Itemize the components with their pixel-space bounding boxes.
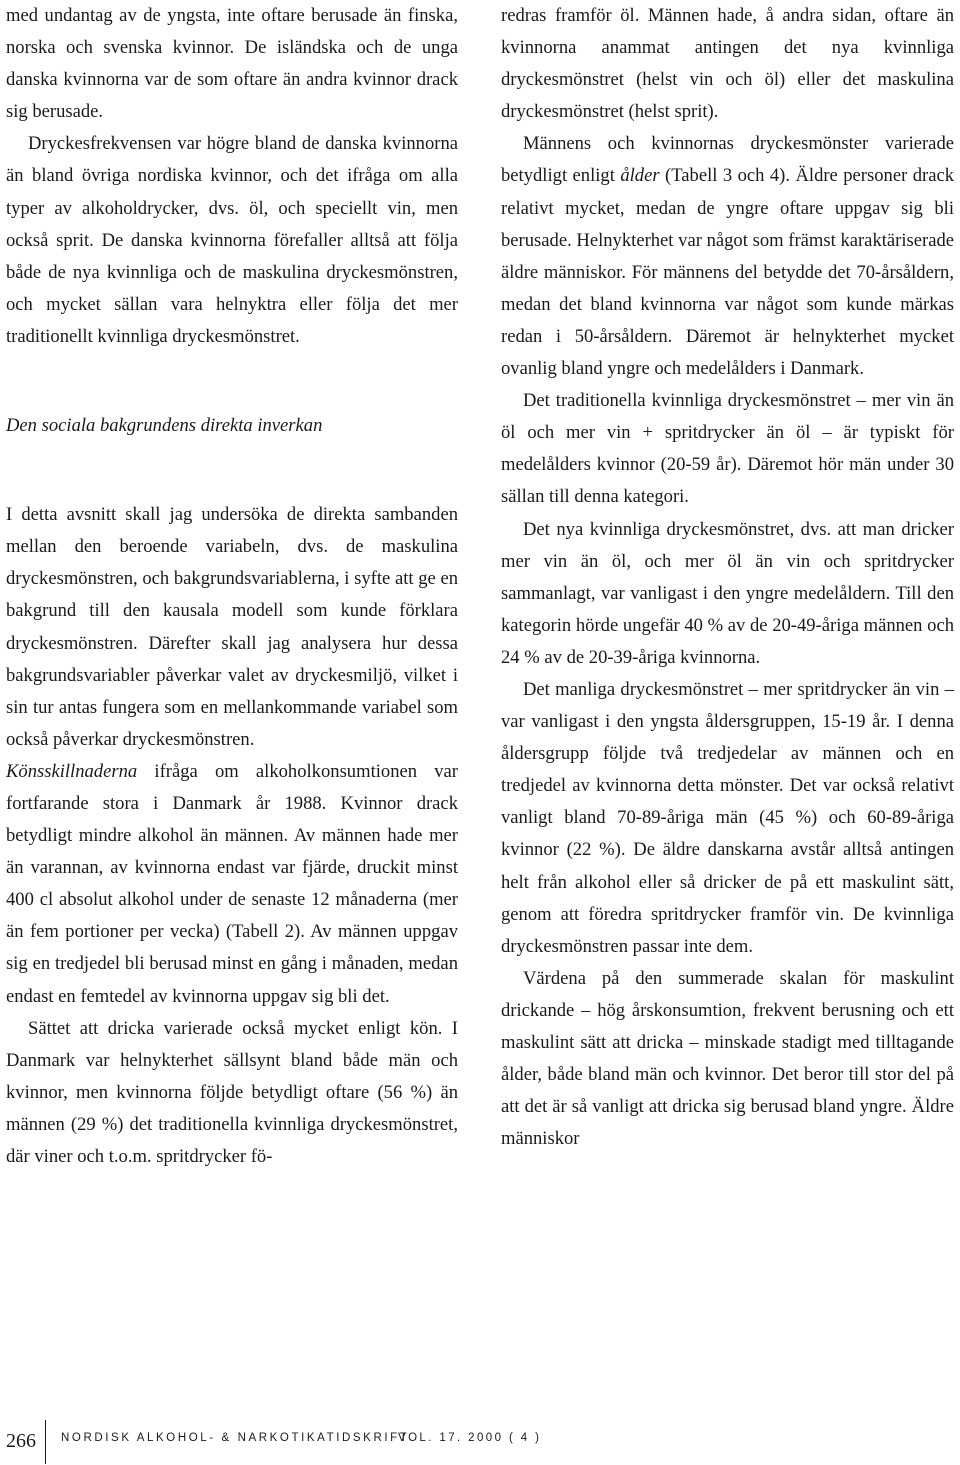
emphasis: ålder bbox=[620, 165, 660, 187]
emphasis: Könsskillnaderna bbox=[6, 760, 138, 782]
paragraph: Värdena på den summerade skalan för maskulint drickande – hög årskonsumtion, frekvent berusning och ett maskulint sätt att dricka – minskade stadigt med tilltagande ålder, både bland män och kvinnor. Det beror till stor del på att det är så vanligt att dricka sig berusad bland yngre. Äldre människor bbox=[501, 967, 954, 1150]
journal-title: NORDISK ALKOHOL- & NARKOTIKATIDSKRIFT bbox=[61, 1432, 410, 1444]
left-column bbox=[6, 0, 458, 1173]
footer-divider bbox=[45, 1420, 46, 1464]
page-number: 266 bbox=[6, 1430, 36, 1452]
section-heading: Den sociala bakgrundens direkta inverkan bbox=[6, 415, 323, 437]
right-column bbox=[501, 0, 954, 1155]
paragraph: Det manliga dryckesmönstret – mer spritdrycker än vin – var vanligast i den yngsta åldersgruppen, 15-19 år. I denna åldersgrupp följde två tredjedelar av männen och en tredjedel av kvinnorna detta mönster. Det var också relativt vanligt bland 70-89-åriga män (45 %) och 60-89-åriga kvinnor (22 %). De äldre danskarna avstår alltså antingen helt från alkohol eller så dricker de på ett maskulint sätt, genom att föredra spritdrycker framför vin. De kvinnliga dryckesmönstren passar inte dem. bbox=[501, 678, 954, 957]
paragraph-text: ifråga om alkoholkonsumtionen var fortfarande stora i Danmark år 1988. Kvinnor drack betydligt mindre alkohol än männen. Av männen hade mer än varannan, av kvinnorna endast var fjärde, druckit minst 400 cl absolut alkohol under de senaste 12 månaderna (mer än fem portioner per vecka) (Tabell 2). Av männen uppgav sig en tredjedel bli berusad minst en gång i månaden, medan endast en femtedel av kvinnorna uppgav sig bli det. bbox=[6, 760, 458, 1007]
page-footer bbox=[0, 1418, 960, 1465]
paragraph: I detta avsnitt skall jag undersöka de direkta sambanden mellan den beroende variabeln, dvs. de maskulina dryckesmönstren, och bakgrundsvariablerna, i syfte att ge en bakgrund till den kausala modell som kunde förklara dryckesmönstren. Därefter skall jag analysera hur dessa bakgrundsvariabler påverkar valet av dryckesmiljö, vilket i sin tur antas fungera som en mellankommande variabel som också påverkar dryckesmönstren. bbox=[6, 504, 458, 750]
paragraph: redras framför öl. Männen hade, å andra sidan, oftare än kvinnorna anammat antingen det nya kvinnliga dryckesmönstret (helst vin och öl) eller det maskulina dryckesmönstret (helst sprit). bbox=[501, 5, 954, 123]
paragraph: Det nya kvinnliga dryckesmönstret, dvs. att man dricker mer vin än öl, och mer öl än vin och spritdrycker sammanlagt, var vanligast i den yngre medelåldern. Till den kategorin hörde ungefär 40 % av de 20-49-åriga männen och 24 % av de 20-39-åriga kvinnorna. bbox=[501, 518, 954, 668]
paragraph: Sättet att dricka varierade också mycket enligt kön. I Danmark var helnykterhet sällsynt bland både män och kvinnor, men kvinnorna följde betydligt oftare (56 %) än männen (29 %) det traditionella kvinnliga dryckesmönstret, där viner och t.o.m. spritdrycker fö- bbox=[6, 1017, 458, 1167]
paragraph: med undantag av de yngsta, inte oftare berusade än finska, norska och svenska kvinnor. De isländska och de unga danska kvinnorna var de som oftare än andra kvinnor drack sig berusade. bbox=[6, 5, 458, 123]
paragraph-text: Männens och kvinnornas dryckesmönster varierade betydligt enligt bbox=[501, 133, 954, 187]
volume-info: VOL. 17. 2000 ( 4 ) bbox=[398, 1432, 542, 1444]
paragraph bbox=[6, 756, 458, 1013]
paragraph-text: (Tabell 3 och 4). Äldre personer drack relativt mycket, medan de yngre oftare uppgav sig bli berusade. Helnykterhet var något som främst karaktäriserade äldre människor. För männens del betydde det 70-årsåldern, medan det bland kvinnorna var något som kunde märkas redan i 50-årsåldern. Däremot är helnykterhet mycket ovanlig bland yngre och medelålders i Danmark. bbox=[501, 165, 954, 380]
paragraph: Det traditionella kvinnliga dryckesmönstret – mer vin än öl och mer vin + spritdrycker än öl – är typiskt för medelålders kvinnor (20-59 år). Däremot hör män under 30 sällan till denna kategori. bbox=[501, 390, 954, 508]
paragraph: Dryckesfrekvensen var högre bland de danska kvinnorna än bland övriga nordiska kvinnor, och det ifråga om alla typer av alkoholdrycker, dvs. öl, och speciellt vin, men också sprit. De danska kvinnorna förefaller alltså att följa både de nya kvinnliga och de maskulina dryckesmönstren, och mycket sällan vara helnyktra eller följa det mer traditionellt kvinnliga dryckesmönstret. bbox=[6, 133, 458, 347]
paragraph bbox=[501, 128, 954, 385]
